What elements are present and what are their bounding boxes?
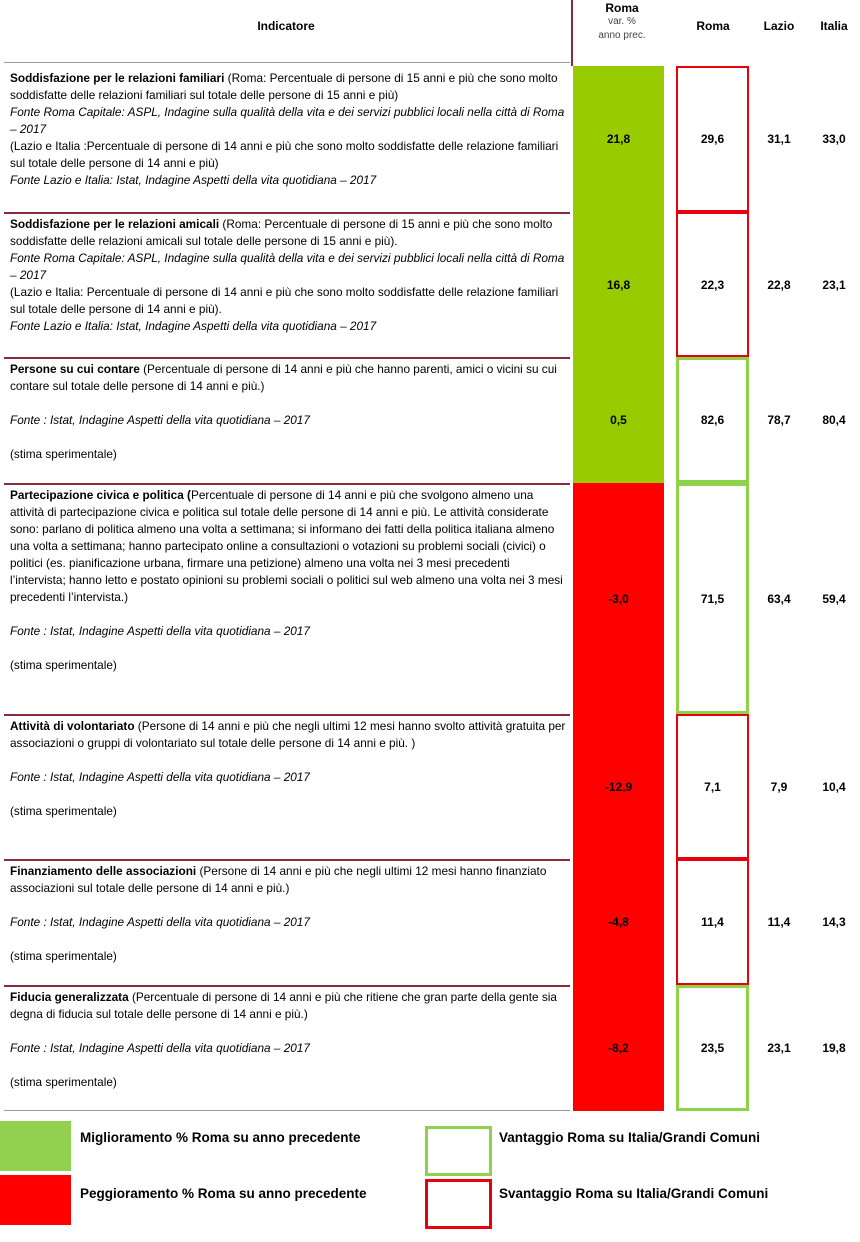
header-lazio: Lazio [763, 19, 795, 33]
indicator-text: Percentuale di persone di 14 anni e più che svolgono almeno una attività di partecipazione civica e politica sul totale delle persone di 14 anni e più. Le attività considerate sono: parlano di politica almeno una volta a settimana; si informano dei fatti della politica italiana almeno una volta a settimana; hanno partecipato online a consultazioni o votazioni su problemi sociali (civici) o politici (es. pianificazione urbana, firmare una petizione) almeno una volta nei 3 mesi precedenti l’intervista; hanno letto e postato opinioni su problemi sociali o politici sul web almeno una volta nei 3 mesi precedenti l’intervista.) [10, 488, 563, 604]
row-separator [4, 483, 570, 485]
italia-value-cell: 59,4 [822, 591, 846, 606]
indicator-title: Persone su cui contare [10, 362, 140, 376]
legend-red-swatch [0, 1175, 71, 1225]
header-italia: Italia [820, 19, 848, 33]
indicator-title: Soddisfazione per le relazioni familiari [10, 71, 225, 85]
spacer [10, 429, 566, 446]
italia-value-cell: 23,1 [822, 277, 846, 292]
row-separator [4, 859, 570, 861]
roma-value-cell: 29,6 [676, 66, 749, 212]
header-roma-var [572, 1, 672, 43]
indicator-note: (stima sperimentale) [10, 447, 117, 461]
roma-var-cell: -4,8 [573, 859, 664, 985]
indicator-note: (stima sperimentale) [10, 1075, 117, 1089]
indicator-description [10, 361, 566, 463]
row-separator [4, 985, 570, 987]
indicator-text-secondary: (Lazio e Italia: Percentuale di persone di 14 anni e più che sono molto soddisfatte delle relazione familiari sul totale delle persone di 14 anni e più). [10, 285, 559, 316]
indicator-source: Fonte : Istat, Indagine Aspetti della vita quotidiana – 2017 [10, 770, 310, 784]
italia-value-cell: 14,3 [822, 915, 846, 929]
lazio-value-cell: 31,1 [767, 132, 791, 146]
legend-disadvantage-label: Svantaggio Roma su Italia/Grandi Comuni [499, 1186, 769, 1201]
indicator-row [0, 985, 860, 1111]
row-separator [4, 212, 570, 214]
roma-value-cell: 11,4 [676, 859, 749, 985]
legend-green-border-swatch [425, 1126, 492, 1176]
indicator-source: Fonte : Istat, Indagine Aspetti della vita quotidiana – 2017 [10, 413, 310, 427]
header-roma: Roma [696, 19, 730, 33]
spacer [10, 931, 566, 948]
roma-value-cell: 7,1 [676, 714, 749, 859]
spacer [10, 786, 566, 803]
indicator-text: (Roma: Percentuale di persone di 15 anni e più che sono molto soddisfatte delle relazioni amicali sul totale delle persone di 15 anni e più). [10, 217, 553, 248]
lazio-value-cell: 11,4 [767, 915, 791, 929]
roma-value-cell: 71,5 [676, 483, 749, 714]
indicator-note: (stima sperimentale) [10, 658, 117, 672]
row-separator [4, 357, 570, 359]
italia-value-cell: 10,4 [822, 779, 846, 794]
legend-improvement-label: Miglioramento % Roma su anno precedente [80, 1130, 361, 1145]
lazio-value-cell: 78,7 [767, 413, 791, 427]
spacer [10, 1023, 566, 1040]
indicator-row [0, 66, 860, 212]
roma-var-cell: -3,0 [573, 483, 664, 714]
spacer [10, 1057, 566, 1074]
indicator-source: Fonte Roma Capitale: ASPL, Indagine sulla qualità della vita e dei servizi pubblici locali nella città di Roma – 2017 [10, 251, 565, 282]
indicator-source-secondary: Fonte Lazio e Italia: Istat, Indagine Aspetti della vita quotidiana – 2017 [10, 319, 377, 333]
spacer [10, 395, 566, 412]
spacer [10, 752, 566, 769]
indicator-source: Fonte Roma Capitale: ASPL, Indagine sulla qualità della vita e dei servizi pubblici locali nella città di Roma – 2017 [10, 105, 565, 136]
indicator-text-secondary: (Lazio e Italia :Percentuale di persone di 14 anni e più che sono molto soddisfatte delle relazione familiari sul totale delle persone di 14 anni e più) [10, 139, 559, 170]
roma-value-cell: 82,6 [676, 357, 749, 483]
roma-value-cell: 22,3 [676, 212, 749, 357]
roma-var-cell: 0,5 [573, 357, 664, 483]
indicator-title: Finanziamento delle associazioni [10, 864, 197, 878]
legend-green-swatch [0, 1121, 71, 1171]
table-bottom-border [4, 1110, 570, 1111]
indicator-row [0, 212, 860, 357]
lazio-value-cell: 63,4 [767, 591, 791, 606]
italia-value-cell: 80,4 [822, 413, 846, 427]
legend-red-border-swatch [425, 1179, 492, 1229]
spacer [10, 640, 566, 657]
indicator-title: Soddisfazione per le relazioni amicali [10, 217, 220, 231]
indicator-row [0, 357, 860, 483]
legend-advantage-label: Vantaggio Roma su Italia/Grandi Comuni [499, 1130, 761, 1145]
roma-var-cell: -8,2 [573, 985, 664, 1111]
header-roma-var-title: Roma [605, 1, 639, 15]
header-roma-var-sub2: anno prec. [598, 30, 646, 41]
indicator-text: (Percentuale di persone di 14 anni e più che ritiene che gran parte della gente sia degna di fiducia sul totale delle persone di 14 anni e più.) [10, 990, 557, 1021]
indicator-source: Fonte : Istat, Indagine Aspetti della vita quotidiana – 2017 [10, 1041, 310, 1055]
indicator-title: Fiducia generalizzata [10, 990, 129, 1004]
italia-value-cell: 19,8 [822, 1041, 846, 1055]
indicator-text: (Roma: Percentuale di persone di 15 anni e più che sono molto soddisfatte delle relazioni familiari sul totale delle persone di 15 anni e più) [10, 71, 558, 102]
lazio-value-cell: 22,8 [767, 277, 791, 292]
indicator-description [10, 216, 566, 335]
indicator-title: Attività di volontariato [10, 719, 135, 733]
roma-var-cell: 21,8 [573, 66, 664, 212]
indicator-description [10, 989, 566, 1091]
spacer [10, 897, 566, 914]
header-column-divider [571, 0, 573, 66]
lazio-value-cell: 23,1 [767, 1041, 791, 1055]
indicator-description [10, 718, 566, 820]
indicator-note: (stima sperimentale) [10, 949, 117, 963]
lazio-value-cell: 7,9 [770, 779, 788, 794]
roma-var-cell: 16,8 [573, 212, 664, 357]
roma-var-cell: -12,9 [573, 714, 664, 859]
header-roma-var-sub1: var. % [608, 16, 636, 27]
roma-value-cell: 23,5 [676, 985, 749, 1111]
indicator-description [10, 487, 566, 674]
indicator-source: Fonte : Istat, Indagine Aspetti della vita quotidiana – 2017 [10, 915, 310, 929]
italia-value-cell: 33,0 [822, 132, 846, 146]
header-divider [4, 62, 570, 63]
indicator-text: (Persone di 14 anni e più che negli ultimi 12 mesi hanno finanziato associazioni sul totale delle persone di 14 anni e più.) [10, 864, 547, 895]
table-header [0, 0, 860, 62]
indicator-text: (Persone di 14 anni e più che negli ultimi 12 mesi hanno svolto attività gratuita per associazioni o gruppi di volontariato sul totale delle persone di 14 anni e più. ) [10, 719, 566, 750]
indicator-row [0, 859, 860, 985]
indicator-source-secondary: Fonte Lazio e Italia: Istat, Indagine Aspetti della vita quotidiana – 2017 [10, 173, 377, 187]
header-indicatore: Indicatore [257, 19, 315, 33]
row-separator [4, 714, 570, 716]
indicator-text: (Percentuale di persone di 14 anni e più che hanno parenti, amici o vicini su cui contare sul totale delle persone di 14 anni e più.) [10, 362, 557, 393]
spacer [10, 606, 566, 623]
indicator-title: Partecipazione civica e politica ( [10, 488, 191, 502]
indicator-row [0, 483, 860, 714]
indicator-source: Fonte : Istat, Indagine Aspetti della vita quotidiana – 2017 [10, 624, 310, 638]
indicator-row [0, 714, 860, 859]
indicator-description [10, 70, 566, 189]
indicator-description [10, 863, 566, 965]
legend-worsening-label: Peggioramento % Roma su anno precedente [80, 1186, 367, 1201]
indicator-note: (stima sperimentale) [10, 804, 117, 818]
